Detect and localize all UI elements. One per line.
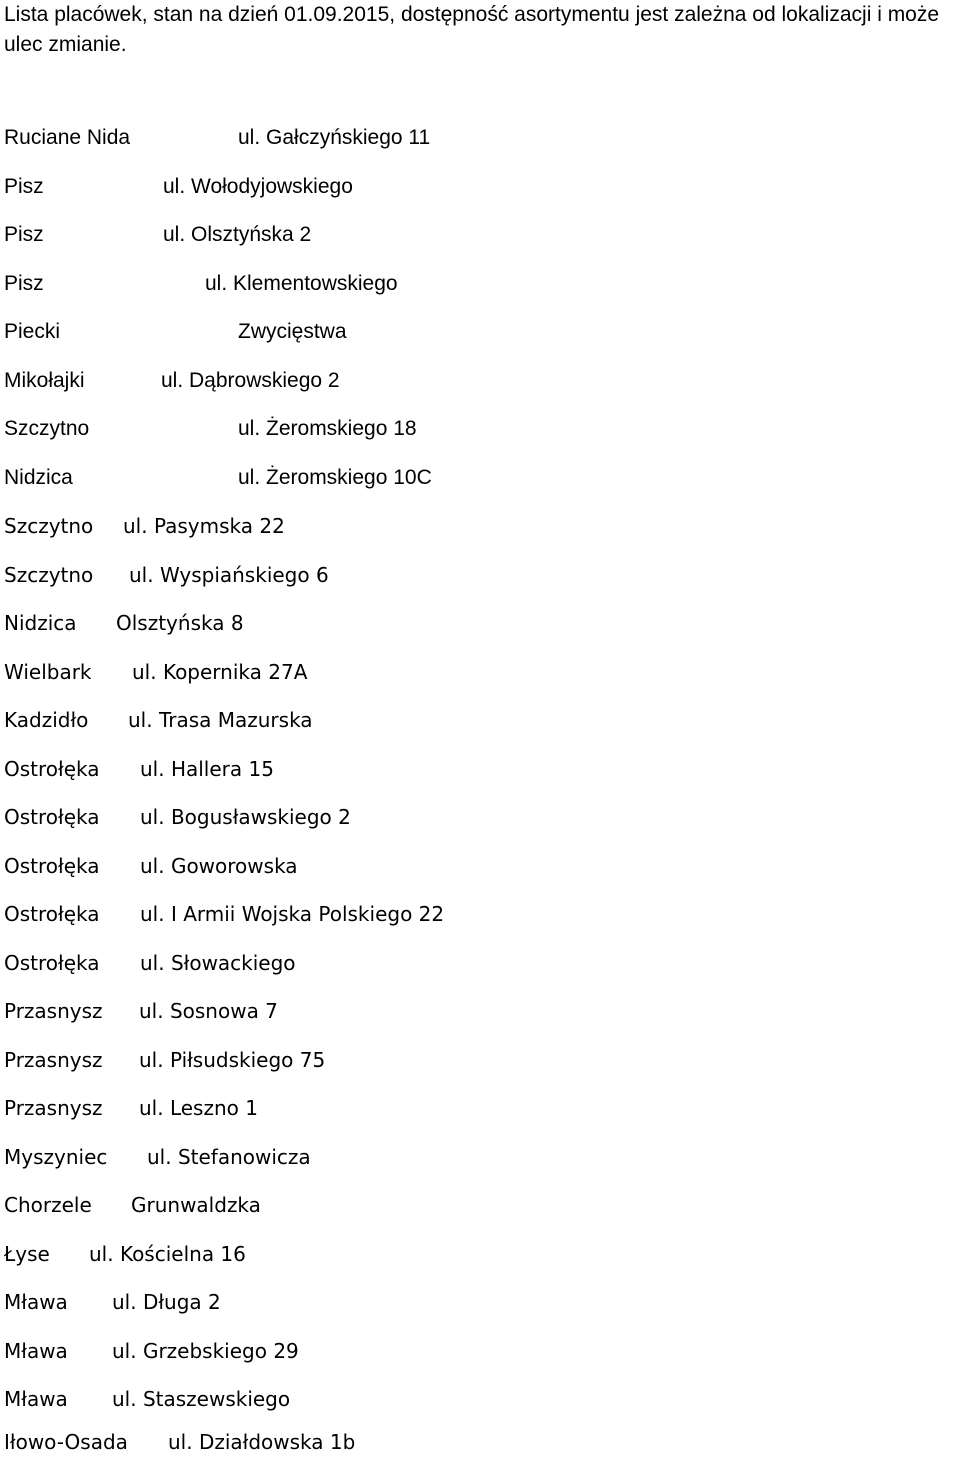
street-address: ul. Działdowska 1b [168,1430,356,1454]
street-address: ul. Sosnowa 7 [139,999,278,1023]
street-address: ul. Stefanowicza [147,1145,311,1169]
city-name: Mława [4,1387,68,1411]
street-address: ul. Pasymska 22 [123,514,285,538]
city-name: Myszyniec [4,1145,108,1169]
street-address: ul. Żeromskiego 10C [238,466,432,489]
city-name: Pisz [4,272,44,295]
city-name: Ruciane Nida [4,126,131,149]
street-address: ul. Wyspiańskiego 6 [129,563,329,587]
street-address: ul. Leszno 1 [139,1096,258,1120]
street-address: ul. Kopernika 27A [132,660,308,684]
city-name: Piecki [4,320,61,343]
city-name: Wielbark [4,660,92,684]
city-name: Nidzica [4,466,73,489]
street-address: ul. I Armii Wojska Polskiego 22 [140,902,445,926]
city-name: Przasnysz [4,1096,103,1120]
street-address: ul. Staszewskiego [112,1387,291,1411]
city-name: Łyse [4,1242,50,1266]
city-name: Nidzica [4,611,77,635]
city-name: Pisz [4,223,44,246]
street-address: ul. Żeromskiego 18 [238,417,417,440]
street-address: ul. Dąbrowskiego 2 [161,369,340,392]
city-name: Mikołajki [4,369,85,392]
street-address: ul. Bogusławskiego 2 [140,805,351,829]
city-name: Ostrołęka [4,854,100,878]
street-address: ul. Trasa Mazurska [128,708,313,732]
city-name: Ostrołęka [4,902,100,926]
street-address: Grunwaldzka [131,1193,261,1217]
city-name: Ostrołęka [4,757,100,781]
street-address: ul. Gałczyńskiego 11 [238,126,431,149]
city-name: Przasnysz [4,1048,103,1072]
street-address: ul. Kościelna 16 [89,1242,246,1266]
city-name: Szczytno [4,563,94,587]
street-address: Olsztyńska 8 [116,611,244,635]
city-name: Mława [4,1339,68,1363]
city-name: Iłowo-Osada [4,1430,128,1454]
intro-text: Lista placówek, stan na dzień 01.09.2015, dostępność asortymentu jest zależna od lokalizacji i może ulec zmianie. [4,3,940,56]
city-name: Kadzidło [4,708,89,732]
street-address: ul. Słowackiego [140,951,296,975]
street-address: ul. Wołodyjowskiego [163,175,353,198]
city-name: Chorzele [4,1193,92,1217]
street-address: ul. Piłsudskiego 75 [139,1048,326,1072]
city-name: Szczytno [4,514,94,538]
city-name: Ostrołęka [4,805,100,829]
street-address: ul. Olsztyńska 2 [163,223,312,246]
city-name: Przasnysz [4,999,103,1023]
street-address: ul. Hallera 15 [140,757,274,781]
street-address: ul. Goworowska [140,854,298,878]
street-address: ul. Długa 2 [112,1290,221,1314]
city-name: Mława [4,1290,68,1314]
street-address: ul. Grzebskiego 29 [112,1339,299,1363]
street-address: Zwycięstwa [238,320,347,343]
city-name: Szczytno [4,417,90,440]
city-name: Ostrołęka [4,951,100,975]
city-name: Pisz [4,175,44,198]
street-address: ul. Klementowskiego [205,272,398,295]
